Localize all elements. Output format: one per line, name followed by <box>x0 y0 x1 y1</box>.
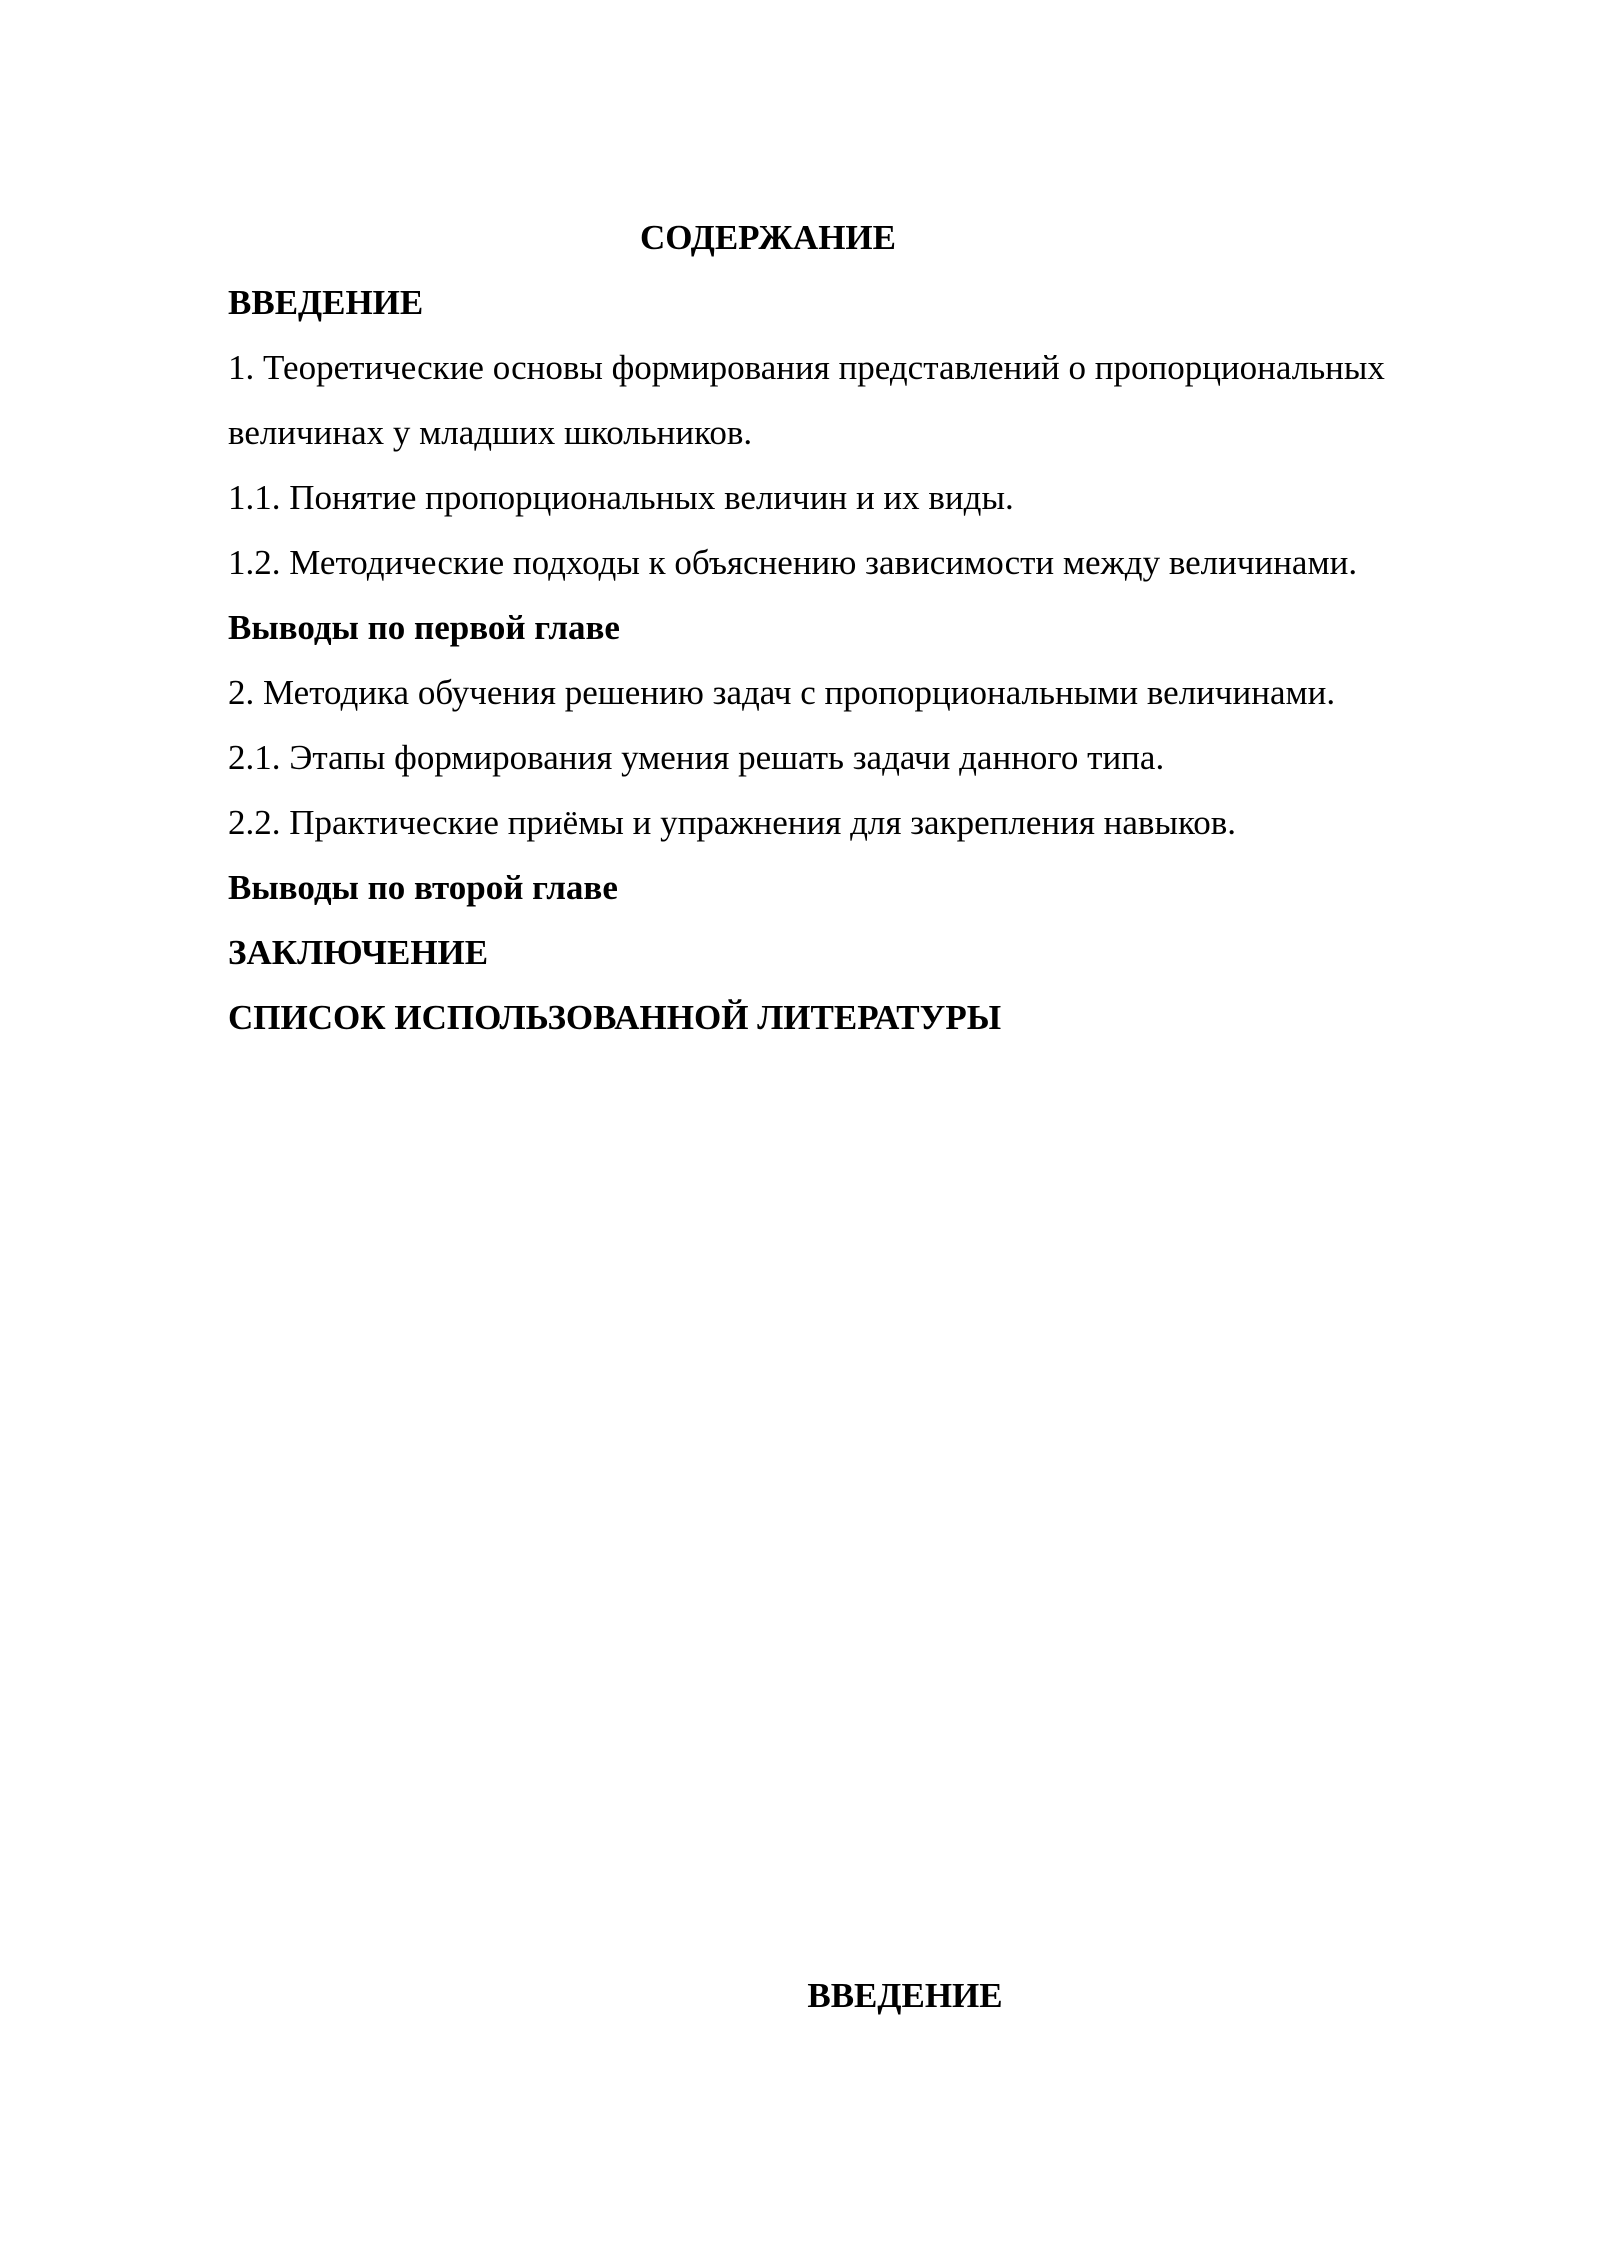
toc-entry-section-1-1: 1.1. Понятие пропорциональных величин и их виды. <box>228 478 1014 517</box>
toc-entry-section-2-2: 2.2. Практические приёмы и упражнения для закрепления навыков. <box>228 803 1236 842</box>
toc-entry-chapter-1-continued: величинах у младших школьников. <box>228 413 753 452</box>
toc-entry-chapter-2: 2. Методика обучения решению задач с пропорциональными величинами. <box>228 673 1336 712</box>
introduction-heading: ВВЕДЕНИЕ <box>807 1976 1003 2015</box>
toc-entry-introduction: ВВЕДЕНИЕ <box>228 283 424 322</box>
toc-entry-chapter-1: 1. Теоретические основы формирования представлений о пропорциональных <box>228 348 1385 387</box>
toc-title: СОДЕРЖАНИЕ <box>639 218 896 257</box>
toc-entry-references: СПИСОК ИСПОЛЬЗОВАННОЙ ЛИТЕРАТУРЫ <box>228 998 1002 1037</box>
toc-entry-chapter-1-conclusions: Выводы по первой главе <box>228 608 620 647</box>
toc-entry-chapter-2-conclusions: Выводы по второй главе <box>228 868 618 907</box>
toc-entry-section-2-1: 2.1. Этапы формирования умения решать задачи данного типа. <box>228 738 1165 777</box>
toc-entry-conclusion: ЗАКЛЮЧЕНИЕ <box>228 933 489 972</box>
table-of-contents <box>228 205 1528 1050</box>
toc-entry-section-1-2: 1.2. Методические подходы к объяснению зависимости между величинами. <box>228 543 1358 582</box>
